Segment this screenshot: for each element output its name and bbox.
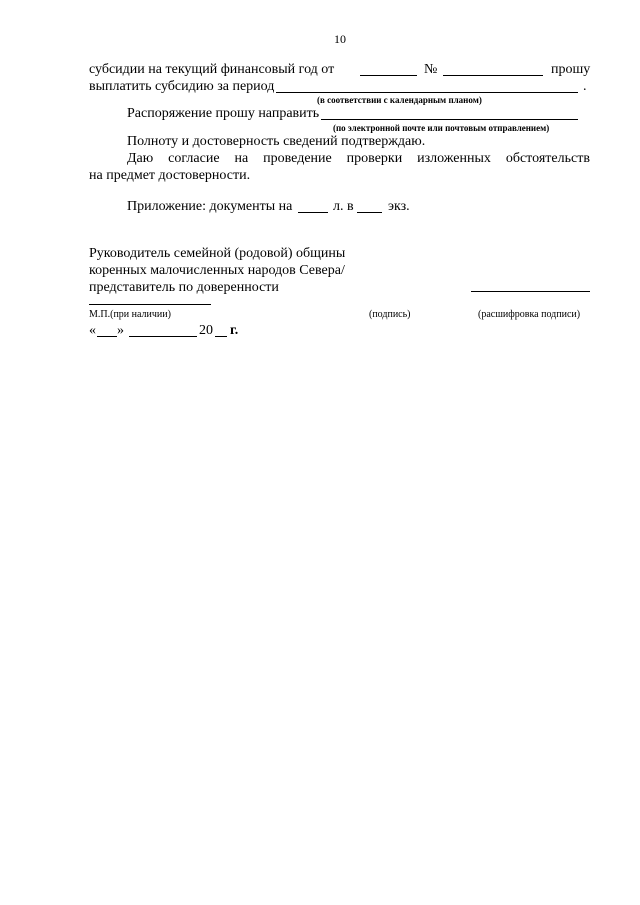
sheets-abbr: л. в bbox=[333, 199, 354, 214]
subsidy-line-2-text: выплатить субсидию за период bbox=[89, 79, 275, 94]
date-century: 20 bbox=[199, 323, 213, 338]
consent-line-2: на предмет достоверности. bbox=[89, 168, 251, 183]
period-end-dot: . bbox=[583, 79, 587, 94]
stamp-label: М.П.(при наличии) bbox=[89, 309, 171, 320]
consent-word: на bbox=[234, 151, 249, 166]
date-open-quote: « bbox=[89, 323, 96, 338]
decoding-blank[interactable] bbox=[471, 291, 590, 292]
day-blank[interactable] bbox=[97, 336, 117, 337]
period-hint: (в соответствии с календарным планом) bbox=[317, 95, 482, 105]
copies-abbr: экз. bbox=[388, 199, 410, 214]
signer-line-1: Руководитель семейной (родовой) общины bbox=[89, 246, 346, 261]
attachment-label: Приложение: документы на bbox=[127, 199, 293, 214]
subsidy-line-1-text: субсидии на текущий финансовый год от bbox=[89, 62, 335, 77]
consent-word: изложенных bbox=[417, 151, 491, 166]
consent-word: обстоятельств bbox=[505, 151, 590, 166]
period-blank[interactable] bbox=[276, 92, 578, 93]
consent-line-1 bbox=[127, 151, 590, 167]
consent-word: проведение bbox=[263, 151, 332, 166]
direction-hint: (по электронной почте или почтовым отправлением) bbox=[333, 123, 550, 133]
copies-blank[interactable] bbox=[357, 212, 382, 213]
number-sign: № bbox=[424, 62, 438, 77]
signer-line-3: представитель по доверенности bbox=[89, 280, 279, 295]
date-close-quote: » bbox=[117, 323, 124, 338]
year-blank[interactable] bbox=[215, 336, 227, 337]
page-number: 10 bbox=[334, 32, 346, 46]
sheets-blank[interactable] bbox=[298, 212, 328, 213]
consent-word: Даю bbox=[127, 151, 154, 166]
date-blank[interactable] bbox=[360, 75, 417, 76]
month-blank[interactable] bbox=[129, 336, 197, 337]
consent-word: проверки bbox=[346, 151, 403, 166]
request-word: прошу bbox=[551, 62, 591, 77]
number-blank[interactable] bbox=[443, 75, 543, 76]
year-suffix: г. bbox=[230, 323, 239, 338]
consent-word: согласие bbox=[168, 151, 220, 166]
decoding-label: (расшифровка подписи) bbox=[478, 309, 581, 320]
stamp-blank[interactable] bbox=[89, 304, 211, 305]
signature-label: (подпись) bbox=[369, 309, 411, 320]
direction-blank[interactable] bbox=[321, 119, 578, 120]
signer-line-2: коренных малочисленных народов Севера/ bbox=[89, 263, 345, 278]
confirm-text: Полноту и достоверность сведений подтверждаю. bbox=[127, 134, 426, 149]
direction-text: Распоряжение прошу направить bbox=[127, 106, 320, 121]
